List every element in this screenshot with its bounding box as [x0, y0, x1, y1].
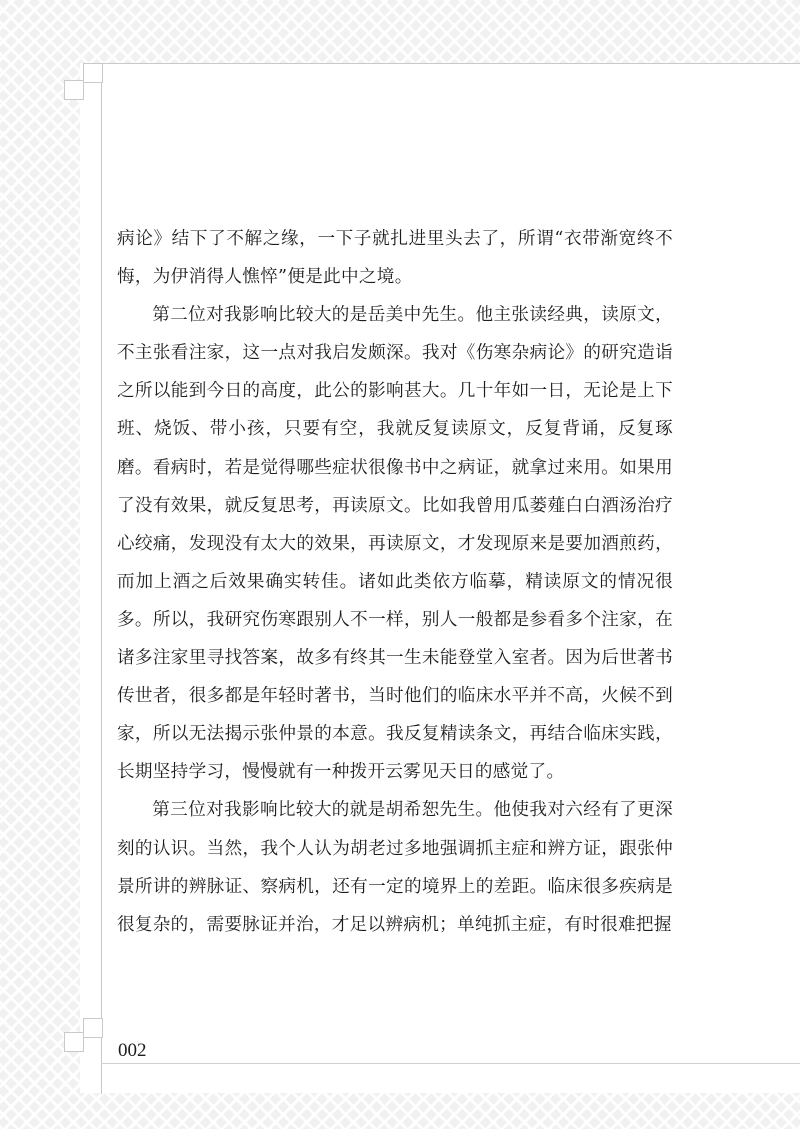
- paragraph-2: 第二位对我影响比较大的是岳美中先生。他主张读经典，读原文，不主张看注家，这一点对我启发颇深。我对《伤寒杂病论》的研究造诣之所以能到今日的高度，此公的影响甚大。几十年如一日，无论是上下班、烧饭、带小孩，只要有空，我就反复读原文，反复背诵，反复琢磨。看病时，若是觉得哪些症状很像书中之病证，就拿过来用。如果用了没有效果，就反复思考，再读原文。比如我曾用瓜蒌薤白白酒汤治疗心绞痛，发现没有太大的效果，再读原文，才发现原来是要加酒煎药，而加上酒之后效果确实转佳。诸如此类依方临摹，精读原文的情况很多。所以，我研究伤寒跟别人不一样，别人一般都是参看多个注家，在诸多注家里寻找答案，故多有终其一生未能登堂入室者。因为后世著书传世者，很多都是年轻时著书，当时他们的临床水平并不高，火候不到家，所以无法揭示张仲景的本意。我反复精读条文，再结合临床实践，长期坚持学习，慢慢就有一种拨开云雾见天日的感觉了。: [117, 305, 673, 783]
- corner-ornament-top-inner: [83, 63, 103, 83]
- page-number: 002: [118, 1040, 147, 1061]
- body-text: [117, 220, 673, 944]
- corner-ornament-bottom: [64, 1032, 84, 1052]
- paragraph-1: 病论》结下了不解之缘，一下子就扎进里头去了，所谓“衣带渐宽终不悔，为伊消得人憔悴”便是此中之境。: [117, 229, 673, 288]
- footer-rule: [101, 1063, 800, 1064]
- corner-ornament-bottom-inner: [83, 1018, 103, 1038]
- corner-ornament-top: [64, 80, 84, 100]
- paragraph-3: 第三位对我影响比较大的就是胡希恕先生。他使我对六经有了更深刻的认识。当然，我个人认为胡老过多地强调抓主症和辨方证，跟张仲景所讲的辨脉证、察病机，还有一定的境界上的差距。临床很多疾病是很复杂的，需要脉证并治，才足以辨病机；单纯抓主症，有时很难把握: [117, 800, 673, 935]
